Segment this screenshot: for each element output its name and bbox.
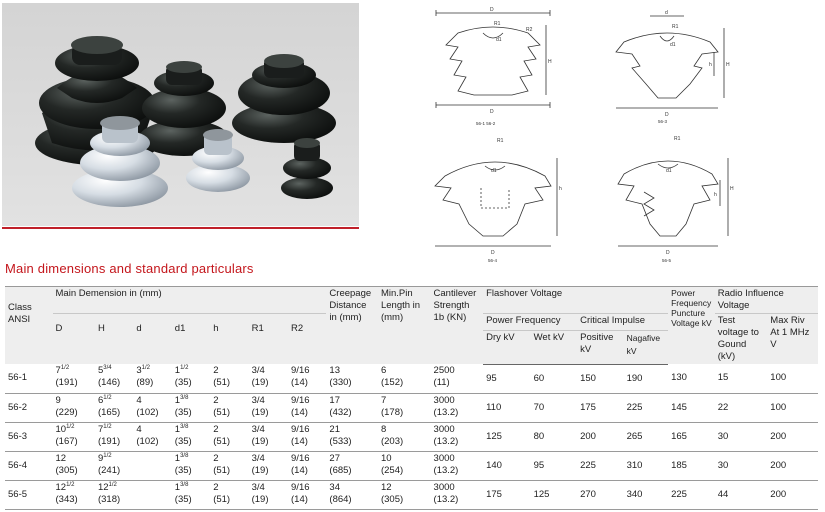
cell-creepage: 13 (330) [326,364,378,393]
cell-test-voltage: 30 [715,422,768,451]
table-body [5,364,818,509]
d3-caption: 56-4 [488,258,498,263]
cell-positive: 175 [577,393,624,422]
drawing-56-5 [610,128,740,263]
cell-min-pin: 8 (203) [378,422,431,451]
col-d1: d1 [172,314,210,365]
cell-D: 12 (305) [53,451,95,480]
cell-d1: $1^{3/8}$ (35) [172,422,210,451]
d1-R1: R1 [494,21,501,27]
cell-h: 2 (51) [210,393,248,422]
col-negative: Nagafive kV [624,331,668,364]
cell-D: $12^{1/2}$ (343) [53,480,95,509]
insulator-black-right [232,54,336,143]
col-creepage: Creepage Distance in (mm) [326,287,378,365]
cell-puncture: 225 [668,480,715,509]
cell-negative: 225 [624,393,668,422]
cell-max-riv: 200 [767,451,818,480]
d2-d1: d1 [670,42,676,48]
cell-cantilever: 3000 (13.2) [431,480,484,509]
cell-dry: 95 [483,364,531,393]
d1-H: H [548,59,552,65]
cell-R2: 9/16 (14) [288,451,326,480]
cell-R2: 9/16 (14) [288,422,326,451]
cell-creepage: 27 (685) [326,451,378,480]
table-row [5,364,818,393]
col-h: h [210,314,248,365]
cell-class: 56-2 [5,393,53,422]
cell-dry: 175 [483,480,531,509]
cell-H: $5^{3/4}$ (146) [95,364,133,393]
cell-positive: 225 [577,451,624,480]
cell-puncture: 130 [668,364,715,393]
cell-D: $7^{1/2}$ (191) [53,364,95,393]
cell-H: $9^{1/2}$ (241) [95,451,133,480]
col-cantilever: Cantilever Strength 1b (KN) [431,287,484,365]
cell-creepage: 34 (864) [326,480,378,509]
cell-R1: 3/4 (19) [249,364,288,393]
col-group-critical-impulse: Critical Impulse [577,314,668,331]
cell-h: 2 (51) [210,422,248,451]
d1-dim-D-top: D [490,7,494,13]
cell-creepage: 17 (432) [326,393,378,422]
cell-puncture: 165 [668,422,715,451]
cell-d: $3^{1/2}$ (89) [133,364,171,393]
section-heading: Main dimensions and standard particulars [5,261,254,276]
cell-cantilever: 3000 (13.2) [431,422,484,451]
drawing-56-4 [425,128,565,263]
d3-R1: R1 [497,138,504,144]
cell-H: $12^{1/2}$ (318) [95,480,133,509]
col-group-power-frequency: Power Frequency [483,314,577,331]
col-positive: Positive kV [577,331,624,364]
col-dry: Dry kV [483,331,531,364]
cell-positive: 150 [577,364,624,393]
cell-h: 2 (51) [210,364,248,393]
col-group-flashover: Flashover Voltage [483,287,668,314]
cell-d: 4 (102) [133,393,171,422]
table-row [5,451,818,480]
cell-cantilever: 3000 (13.2) [431,393,484,422]
d2-H: H [726,62,730,68]
drawing-56-1-56-2 [428,3,558,128]
cell-negative: 310 [624,451,668,480]
cell-R1: 3/4 (19) [249,393,288,422]
cell-class: 56-1 [5,364,53,393]
cell-min-pin: 6 (152) [378,364,431,393]
cell-d [133,451,171,480]
col-group-main-dim: Main Demension in (mm) [53,287,327,314]
insulator-small-black [281,138,333,199]
cell-puncture: 145 [668,393,715,422]
table-row [5,480,818,509]
d1-R2: R2 [526,27,533,33]
table-row [5,422,818,451]
d4-d1: d1 [666,168,672,174]
cell-wet: 70 [531,393,578,422]
cell-class: 56-4 [5,451,53,480]
cell-max-riv: 100 [767,364,818,393]
cell-puncture: 185 [668,451,715,480]
col-test-voltage: Test voltage to Gound (kV) [715,314,768,365]
cell-d1: $1^{3/8}$ (35) [172,451,210,480]
cell-negative: 340 [624,480,668,509]
cell-dry: 140 [483,451,531,480]
d4-H: H [730,186,734,192]
cell-test-voltage: 44 [715,480,768,509]
d1-d1: d1 [496,37,502,43]
cell-d1: $1^{3/8}$ (35) [172,480,210,509]
d1-dim-D-bottom: D [490,109,494,115]
cell-class: 56-3 [5,422,53,451]
cell-wet: 80 [531,422,578,451]
cell-negative: 265 [624,422,668,451]
cell-d [133,480,171,509]
table-row [5,393,818,422]
col-d: d [133,314,171,365]
cell-D: 9 (229) [53,393,95,422]
cell-test-voltage: 22 [715,393,768,422]
cell-positive: 200 [577,422,624,451]
d3-h: h [559,186,562,192]
cell-d1: $1^{3/8}$ (35) [172,393,210,422]
d3-d1: d1 [491,168,497,174]
cell-d: 4 (102) [133,422,171,451]
cell-wet: 60 [531,364,578,393]
d4-D: D [666,250,670,256]
cell-R2: 9/16 (14) [288,364,326,393]
cell-positive: 270 [577,480,624,509]
cell-h: 2 (51) [210,451,248,480]
cell-test-voltage: 30 [715,451,768,480]
cell-cantilever: 3000 (13.2) [431,451,484,480]
cell-R1: 3/4 (19) [249,451,288,480]
d1-caption: 56-1 56-2 [476,121,496,126]
cell-R1: 3/4 (19) [249,422,288,451]
cell-h: 2 (51) [210,480,248,509]
photo-underline [2,227,359,229]
cell-test-voltage: 15 [715,364,768,393]
cell-H: $6^{1/2}$ (165) [95,393,133,422]
d2-caption: 56-3 [658,119,668,124]
col-min-pin: Min.Pin Length in (mm) [378,287,431,365]
drawing-56-3 [610,6,735,124]
cell-D: $10^{1/2}$ (167) [53,422,95,451]
cell-wet: 125 [531,480,578,509]
cell-R2: 9/16 (14) [288,393,326,422]
insulators-illustration [2,3,359,226]
col-R2: R2 [288,314,326,365]
cell-max-riv: 200 [767,422,818,451]
cell-wet: 95 [531,451,578,480]
cell-max-riv: 200 [767,480,818,509]
d2-h: h [709,62,712,68]
col-class: Class ANSI [5,287,53,365]
cell-min-pin: 12 (305) [378,480,431,509]
col-puncture: Power Frequency Puncture Voltage kV [668,287,715,365]
d2-R1: R1 [672,24,679,30]
d2-D: D [665,112,669,118]
cell-min-pin: 10 (254) [378,451,431,480]
specifications-table [5,286,818,510]
col-wet: Wet kV [531,331,578,364]
insulators-product-photo [2,3,359,226]
col-H: H [95,314,133,365]
d4-caption: 56-5 [662,258,672,263]
col-D: D [53,314,95,365]
d4-R1: R1 [674,136,681,142]
cell-creepage: 21 (533) [326,422,378,451]
col-R1: R1 [249,314,288,365]
d3-D: D [491,250,495,256]
cell-negative: 190 [624,364,668,393]
cell-cantilever: 2500 (11) [431,364,484,393]
d2-d: d [665,10,668,16]
cell-dry: 125 [483,422,531,451]
col-group-radio: Radio Influence Voltage [715,287,818,314]
cell-R1: 3/4 (19) [249,480,288,509]
cell-H: $7^{1/2}$ (191) [95,422,133,451]
cell-d1: $1^{1/2}$ (35) [172,364,210,393]
cell-dry: 110 [483,393,531,422]
cell-R2: 9/16 (14) [288,480,326,509]
cell-min-pin: 7 (178) [378,393,431,422]
cell-class: 56-5 [5,480,53,509]
col-max-riv: Max Riv At 1 MHz V [767,314,818,365]
d4-h: h [714,192,717,198]
cell-max-riv: 100 [767,393,818,422]
